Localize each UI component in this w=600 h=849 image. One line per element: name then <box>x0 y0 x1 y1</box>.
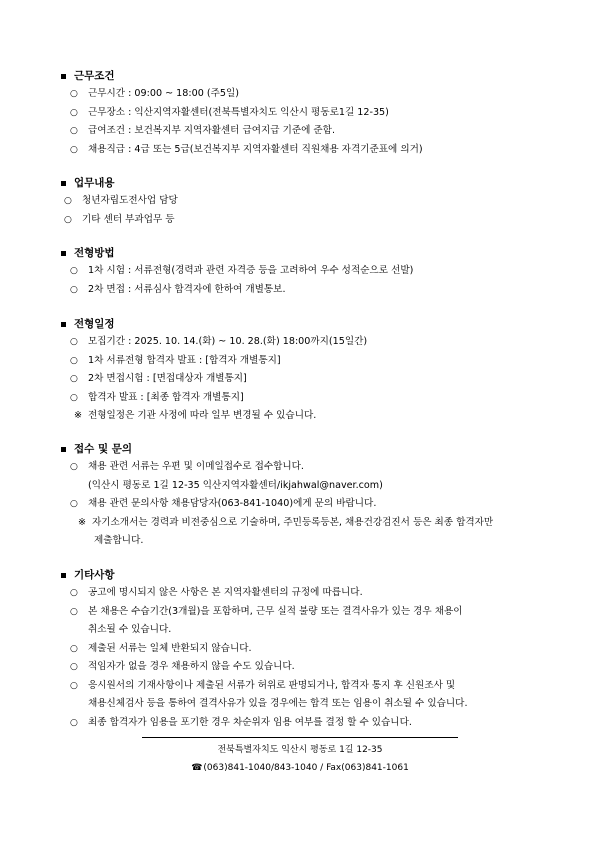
square-bullet-icon <box>61 447 66 452</box>
section-application-inquiry <box>60 440 560 551</box>
list-item: ○ 1차 서류전형 합격자 발표 : [합격자 개별통지] <box>60 352 560 371</box>
list-item: ○ 급여조건 : 보건복지부 지역자활센터 급여지급 기준에 준함. <box>60 122 560 141</box>
list-item-continuation: 취소될 수 있습니다. <box>88 624 172 635</box>
list-item: ○ 적임자가 없을 경우 채용하지 않을 수도 있습니다. <box>60 658 560 677</box>
section-job-description <box>60 174 560 229</box>
footer-divider <box>142 737 458 738</box>
list-item: ○ 응시원서의 기재사항이나 제출된 서류가 허위로 판명되거나, 합격자 통지 후 신원조사 및 <box>60 677 560 696</box>
list-item-continuation: (익산시 평동로 1길 12-35 익산지역자활센터/ikjahwal@naver.com) <box>88 479 383 491</box>
circle-bullet-icon: ○ <box>70 606 78 617</box>
phone-icon: ☎ <box>191 763 203 773</box>
footer-contact: ☎(063)841-1040/843-1040 / Fax(063)841-1061 <box>191 763 409 773</box>
section-title: 전형일정 <box>60 315 560 333</box>
note-mark-icon: ※ <box>78 516 87 528</box>
circle-bullet-icon: ○ <box>70 680 78 691</box>
circle-bullet-icon: ○ <box>70 462 78 472</box>
circle-bullet-icon: ○ <box>70 284 78 295</box>
list-item: ○ 기타 센터 부과업무 등 <box>60 211 560 230</box>
application-note-continuation: 제출합니다. <box>94 535 144 546</box>
circle-bullet-icon: ○ <box>64 214 72 225</box>
circle-bullet-icon: ○ <box>70 662 78 672</box>
section-work-conditions <box>60 67 560 159</box>
note-mark-icon: ※ <box>74 410 83 421</box>
circle-bullet-icon: ○ <box>70 499 78 509</box>
list-item: ○ 2차 면접시험 : [면접대상자 개별통지] <box>60 370 560 389</box>
circle-bullet-icon: ○ <box>70 355 78 366</box>
circle-bullet-icon: ○ <box>70 89 78 99</box>
circle-bullet-icon: ○ <box>70 588 78 598</box>
list-item: ○ 최종 합격자가 임용을 포기한 경우 차순위자 임용 여부를 결정 할 수 있습니다. <box>60 714 560 733</box>
list-item: ○ 합격자 발표 : [최종 합격자 개별통지] <box>60 389 560 408</box>
square-bullet-icon <box>61 181 66 186</box>
application-note: ※ 자기소개서는 경력과 비전중심으로 기술하며, 주민등록등본, 채용건강검진서 등은 최종 합격자만 <box>60 514 560 533</box>
circle-bullet-icon: ○ <box>70 126 78 136</box>
footer <box>142 737 458 777</box>
section-selection-schedule <box>60 315 560 426</box>
circle-bullet-icon: ○ <box>70 144 78 155</box>
list-item: ○ 공고에 명시되지 않은 사항은 본 지역자활센터의 규정에 따릅니다. <box>60 584 560 603</box>
circle-bullet-icon: ○ <box>70 392 78 403</box>
list-item: ○ 제출된 서류는 일체 반환되지 않습니다. <box>60 640 560 659</box>
section-title: 접수 및 문의 <box>60 440 560 458</box>
circle-bullet-icon: ○ <box>70 643 78 654</box>
circle-bullet-icon: ○ <box>70 374 78 384</box>
section-title: 기타사항 <box>60 566 560 584</box>
list-item: ○ 근무시간 : 09:00 ~ 18:00 (주5일) <box>60 85 560 104</box>
square-bullet-icon <box>61 322 66 327</box>
list-item: ○ 채용 관련 문의사항 채용담당자(063-841-1040)에게 문의 바랍니다. <box>60 495 560 514</box>
list-item-continuation: 채용신체검사 등을 통하여 결격사유가 있을 경우에는 합격 또는 임용이 취소될 수 있습니다. <box>88 698 468 709</box>
list-item: ○ 청년자립도전사업 담당 <box>60 192 560 211</box>
section-title: 업무내용 <box>60 174 560 192</box>
footer-address: 전북특별자치도 익산시 평동로 1길 12-35 <box>217 745 383 755</box>
list-item: ○ 채용 관련 서류는 우편 및 이메일접수로 접수합니다. <box>60 458 560 477</box>
section-title: 근무조건 <box>60 67 560 85</box>
list-item: ○ 근무장소 : 익산지역자활센터(전북특별자치도 익산시 평동로1길 12-35) <box>60 104 560 123</box>
list-item: ○ 본 채용은 수습기간(3개월)을 포함하며, 근무 실적 불량 또는 결격사유가 있는 경우 채용이 <box>60 603 560 622</box>
section-title: 전형방법 <box>60 244 560 262</box>
list-item: ○ 모집기간 : 2025. 10. 14.(화) ~ 10. 28.(화) 18:00까지(15일간) <box>60 333 560 352</box>
circle-bullet-icon: ○ <box>70 717 78 728</box>
list-item: ○ 채용직급 : 4급 또는 5급(보건복지부 지역자활센터 직원채용 자격기준표에 의거) <box>60 141 560 160</box>
list-item: ○ 2차 면접 : 서류심사 합격자에 한하여 개별통보. <box>60 281 560 300</box>
circle-bullet-icon: ○ <box>64 196 72 206</box>
square-bullet-icon <box>61 251 66 256</box>
circle-bullet-icon: ○ <box>70 107 78 118</box>
square-bullet-icon <box>61 74 66 79</box>
section-other-matters <box>60 566 560 732</box>
square-bullet-icon <box>61 573 66 578</box>
schedule-note: ※ 전형일정은 기관 사정에 따라 일부 변경될 수 있습니다. <box>60 407 560 426</box>
circle-bullet-icon: ○ <box>70 337 78 347</box>
circle-bullet-icon: ○ <box>70 266 78 276</box>
section-selection-method <box>60 244 560 299</box>
list-item: ○ 1차 시험 : 서류전형(경력과 관련 자격증 등을 고려하여 우수 성적순으로 선발) <box>60 262 560 281</box>
